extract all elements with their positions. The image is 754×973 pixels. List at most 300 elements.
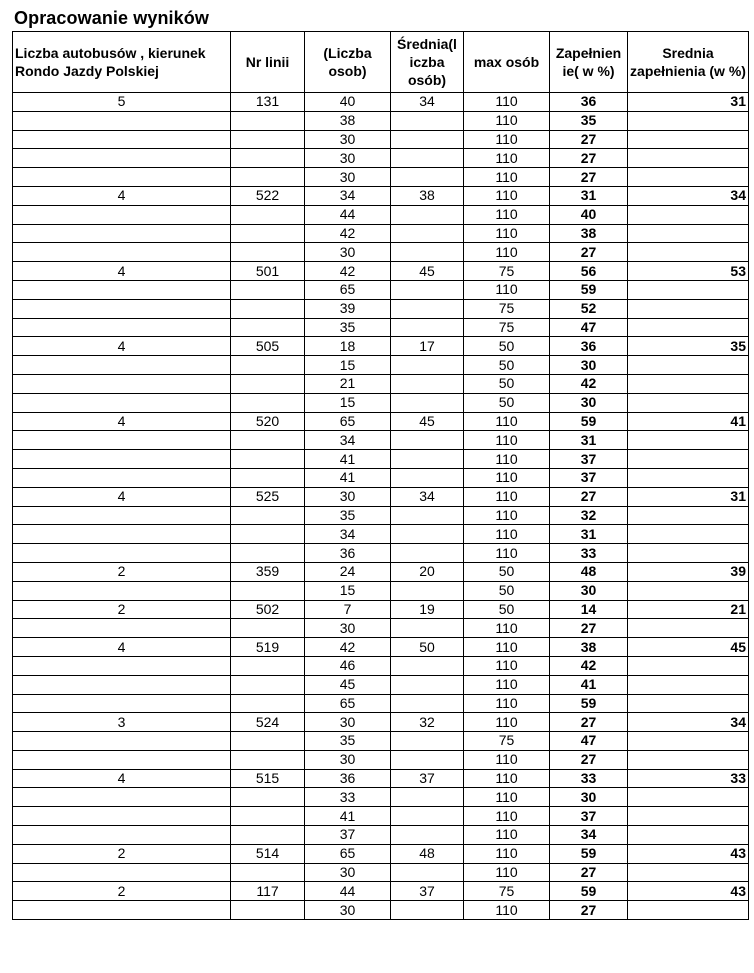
average-occupancy-cell bbox=[628, 863, 749, 882]
table-row bbox=[13, 149, 749, 168]
bus-count-cell bbox=[13, 318, 231, 337]
average-occupancy-cell: 31 bbox=[628, 487, 749, 506]
occupancy-cell: 30 bbox=[550, 581, 628, 600]
average-passengers-cell: 17 bbox=[391, 337, 464, 356]
max-passengers-cell: 110 bbox=[464, 807, 550, 826]
occupancy-cell: 48 bbox=[550, 562, 628, 581]
bus-count-cell bbox=[13, 205, 231, 224]
average-passengers-cell bbox=[391, 901, 464, 920]
table-row bbox=[13, 844, 749, 863]
max-passengers-cell: 110 bbox=[464, 468, 550, 487]
occupancy-cell: 31 bbox=[550, 431, 628, 450]
bus-count-cell bbox=[13, 807, 231, 826]
average-occupancy-cell bbox=[628, 243, 749, 262]
average-occupancy-cell: 39 bbox=[628, 562, 749, 581]
line-number-cell bbox=[231, 750, 305, 769]
table-row bbox=[13, 788, 749, 807]
average-passengers-cell bbox=[391, 374, 464, 393]
line-number-cell: 505 bbox=[231, 337, 305, 356]
average-passengers-cell: 32 bbox=[391, 713, 464, 732]
occupancy-cell: 37 bbox=[550, 468, 628, 487]
average-passengers-cell bbox=[391, 750, 464, 769]
table-row bbox=[13, 393, 749, 412]
table-row bbox=[13, 807, 749, 826]
table-row bbox=[13, 487, 749, 506]
table-row bbox=[13, 111, 749, 130]
line-number-cell bbox=[231, 243, 305, 262]
average-passengers-cell bbox=[391, 356, 464, 375]
line-number-cell: 502 bbox=[231, 600, 305, 619]
occupancy-cell: 31 bbox=[550, 186, 628, 205]
average-occupancy-cell: 53 bbox=[628, 262, 749, 281]
average-passengers-cell bbox=[391, 619, 464, 638]
max-passengers-cell: 110 bbox=[464, 93, 550, 112]
average-passengers-cell bbox=[391, 299, 464, 318]
line-number-cell bbox=[231, 826, 305, 845]
average-passengers-cell bbox=[391, 224, 464, 243]
header-line-number: Nr linii bbox=[231, 32, 305, 93]
line-number-cell bbox=[231, 694, 305, 713]
passenger-count-cell: 24 bbox=[305, 562, 391, 581]
passenger-count-cell: 34 bbox=[305, 431, 391, 450]
line-number-cell bbox=[231, 901, 305, 920]
occupancy-cell: 32 bbox=[550, 506, 628, 525]
average-passengers-cell: 34 bbox=[391, 487, 464, 506]
passenger-count-cell: 35 bbox=[305, 732, 391, 751]
header-occupancy: Zapełnien ie( w %) bbox=[550, 32, 628, 93]
bus-count-cell bbox=[13, 356, 231, 375]
passenger-count-cell: 40 bbox=[305, 93, 391, 112]
average-passengers-cell: 20 bbox=[391, 562, 464, 581]
average-occupancy-cell: 34 bbox=[628, 713, 749, 732]
bus-count-cell: 4 bbox=[13, 638, 231, 657]
table-row bbox=[13, 262, 749, 281]
average-occupancy-cell bbox=[628, 750, 749, 769]
line-number-cell bbox=[231, 468, 305, 487]
line-number-cell bbox=[231, 431, 305, 450]
average-occupancy-cell bbox=[628, 656, 749, 675]
passenger-count-cell: 30 bbox=[305, 487, 391, 506]
average-passengers-cell: 37 bbox=[391, 769, 464, 788]
bus-count-cell bbox=[13, 506, 231, 525]
passenger-count-cell: 30 bbox=[305, 713, 391, 732]
average-occupancy-cell bbox=[628, 807, 749, 826]
line-number-cell bbox=[231, 356, 305, 375]
passenger-count-cell: 44 bbox=[305, 882, 391, 901]
table-row bbox=[13, 675, 749, 694]
passenger-count-cell: 42 bbox=[305, 262, 391, 281]
header-passenger-count: (Liczba osob) bbox=[305, 32, 391, 93]
average-occupancy-cell bbox=[628, 149, 749, 168]
header-row bbox=[13, 32, 749, 93]
occupancy-cell: 27 bbox=[550, 863, 628, 882]
passenger-count-cell: 30 bbox=[305, 750, 391, 769]
line-number-cell bbox=[231, 149, 305, 168]
max-passengers-cell: 110 bbox=[464, 750, 550, 769]
bus-count-cell bbox=[13, 374, 231, 393]
max-passengers-cell: 110 bbox=[464, 243, 550, 262]
table-body bbox=[13, 93, 749, 920]
max-passengers-cell: 110 bbox=[464, 619, 550, 638]
max-passengers-cell: 110 bbox=[464, 450, 550, 469]
bus-count-cell: 4 bbox=[13, 186, 231, 205]
occupancy-cell: 47 bbox=[550, 732, 628, 751]
line-number-cell: 117 bbox=[231, 882, 305, 901]
bus-count-cell bbox=[13, 544, 231, 563]
average-occupancy-cell bbox=[628, 111, 749, 130]
average-passengers-cell bbox=[391, 656, 464, 675]
max-passengers-cell: 110 bbox=[464, 205, 550, 224]
max-passengers-cell: 50 bbox=[464, 562, 550, 581]
table-row bbox=[13, 468, 749, 487]
average-passengers-cell bbox=[391, 450, 464, 469]
occupancy-cell: 35 bbox=[550, 111, 628, 130]
passenger-count-cell: 30 bbox=[305, 168, 391, 187]
occupancy-cell: 56 bbox=[550, 262, 628, 281]
average-passengers-cell bbox=[391, 431, 464, 450]
passenger-count-cell: 41 bbox=[305, 807, 391, 826]
bus-count-cell: 2 bbox=[13, 844, 231, 863]
occupancy-cell: 40 bbox=[550, 205, 628, 224]
line-number-cell bbox=[231, 788, 305, 807]
max-passengers-cell: 110 bbox=[464, 506, 550, 525]
occupancy-cell: 47 bbox=[550, 318, 628, 337]
passenger-count-cell: 36 bbox=[305, 769, 391, 788]
occupancy-cell: 33 bbox=[550, 769, 628, 788]
passenger-count-cell: 39 bbox=[305, 299, 391, 318]
table-row bbox=[13, 600, 749, 619]
table-row bbox=[13, 205, 749, 224]
bus-count-cell bbox=[13, 581, 231, 600]
average-passengers-cell: 48 bbox=[391, 844, 464, 863]
passenger-count-cell: 42 bbox=[305, 224, 391, 243]
passenger-count-cell: 35 bbox=[305, 318, 391, 337]
occupancy-cell: 59 bbox=[550, 412, 628, 431]
bus-count-cell bbox=[13, 750, 231, 769]
line-number-cell bbox=[231, 732, 305, 751]
bus-count-cell bbox=[13, 525, 231, 544]
max-passengers-cell: 110 bbox=[464, 224, 550, 243]
occupancy-cell: 27 bbox=[550, 901, 628, 920]
bus-count-cell bbox=[13, 619, 231, 638]
average-occupancy-cell: 45 bbox=[628, 638, 749, 657]
occupancy-cell: 59 bbox=[550, 694, 628, 713]
line-number-cell bbox=[231, 224, 305, 243]
table-row bbox=[13, 769, 749, 788]
average-passengers-cell bbox=[391, 506, 464, 525]
occupancy-cell: 30 bbox=[550, 788, 628, 807]
passenger-count-cell: 15 bbox=[305, 581, 391, 600]
passenger-count-cell: 34 bbox=[305, 525, 391, 544]
average-occupancy-cell bbox=[628, 525, 749, 544]
header-average-occupancy: Srednia zapełnienia (w %) bbox=[628, 32, 749, 93]
bus-count-cell bbox=[13, 732, 231, 751]
max-passengers-cell: 50 bbox=[464, 374, 550, 393]
line-number-cell bbox=[231, 581, 305, 600]
bus-count-cell bbox=[13, 450, 231, 469]
line-number-cell bbox=[231, 619, 305, 638]
bus-count-cell bbox=[13, 826, 231, 845]
line-number-cell bbox=[231, 374, 305, 393]
average-passengers-cell bbox=[391, 111, 464, 130]
table-row bbox=[13, 280, 749, 299]
average-passengers-cell: 45 bbox=[391, 412, 464, 431]
occupancy-cell: 30 bbox=[550, 356, 628, 375]
table-row bbox=[13, 337, 749, 356]
average-occupancy-cell bbox=[628, 901, 749, 920]
max-passengers-cell: 110 bbox=[464, 186, 550, 205]
max-passengers-cell: 50 bbox=[464, 393, 550, 412]
average-passengers-cell bbox=[391, 694, 464, 713]
occupancy-cell: 34 bbox=[550, 826, 628, 845]
bus-count-cell bbox=[13, 130, 231, 149]
average-passengers-cell bbox=[391, 130, 464, 149]
max-passengers-cell: 50 bbox=[464, 356, 550, 375]
average-passengers-cell: 37 bbox=[391, 882, 464, 901]
passenger-count-cell: 30 bbox=[305, 619, 391, 638]
max-passengers-cell: 110 bbox=[464, 713, 550, 732]
line-number-cell bbox=[231, 393, 305, 412]
average-occupancy-cell bbox=[628, 374, 749, 393]
passenger-count-cell: 30 bbox=[305, 149, 391, 168]
average-occupancy-cell bbox=[628, 318, 749, 337]
line-number-cell bbox=[231, 807, 305, 826]
table-row bbox=[13, 694, 749, 713]
line-number-cell: 525 bbox=[231, 487, 305, 506]
max-passengers-cell: 110 bbox=[464, 844, 550, 863]
average-occupancy-cell: 21 bbox=[628, 600, 749, 619]
bus-count-cell: 2 bbox=[13, 600, 231, 619]
header-max-passengers: max osób bbox=[464, 32, 550, 93]
average-occupancy-cell bbox=[628, 450, 749, 469]
line-number-cell: 515 bbox=[231, 769, 305, 788]
bus-count-cell bbox=[13, 901, 231, 920]
bus-count-cell bbox=[13, 280, 231, 299]
occupancy-cell: 27 bbox=[550, 750, 628, 769]
passenger-count-cell: 35 bbox=[305, 506, 391, 525]
occupancy-cell: 42 bbox=[550, 374, 628, 393]
header-bus-count: Liczba autobusów , kierunek Rondo Jazdy Polskiej bbox=[13, 32, 231, 93]
line-number-cell bbox=[231, 506, 305, 525]
occupancy-cell: 33 bbox=[550, 544, 628, 563]
passenger-count-cell: 30 bbox=[305, 863, 391, 882]
max-passengers-cell: 75 bbox=[464, 882, 550, 901]
line-number-cell bbox=[231, 656, 305, 675]
passenger-count-cell: 45 bbox=[305, 675, 391, 694]
table-row bbox=[13, 713, 749, 732]
table-row bbox=[13, 656, 749, 675]
passenger-count-cell: 15 bbox=[305, 393, 391, 412]
average-passengers-cell: 50 bbox=[391, 638, 464, 657]
occupancy-cell: 38 bbox=[550, 638, 628, 657]
passenger-count-cell: 42 bbox=[305, 638, 391, 657]
passenger-count-cell: 18 bbox=[305, 337, 391, 356]
max-passengers-cell: 75 bbox=[464, 262, 550, 281]
average-occupancy-cell bbox=[628, 826, 749, 845]
average-passengers-cell bbox=[391, 544, 464, 563]
line-number-cell: 359 bbox=[231, 562, 305, 581]
passenger-count-cell: 7 bbox=[305, 600, 391, 619]
table-row bbox=[13, 562, 749, 581]
average-passengers-cell: 34 bbox=[391, 93, 464, 112]
average-occupancy-cell bbox=[628, 675, 749, 694]
occupancy-cell: 37 bbox=[550, 450, 628, 469]
passenger-count-cell: 36 bbox=[305, 544, 391, 563]
occupancy-cell: 38 bbox=[550, 224, 628, 243]
average-passengers-cell bbox=[391, 581, 464, 600]
average-passengers-cell: 38 bbox=[391, 186, 464, 205]
occupancy-cell: 27 bbox=[550, 149, 628, 168]
line-number-cell: 520 bbox=[231, 412, 305, 431]
passenger-count-cell: 34 bbox=[305, 186, 391, 205]
average-passengers-cell bbox=[391, 280, 464, 299]
occupancy-cell: 37 bbox=[550, 807, 628, 826]
bus-count-cell bbox=[13, 243, 231, 262]
table-row bbox=[13, 901, 749, 920]
table-row bbox=[13, 525, 749, 544]
average-passengers-cell bbox=[391, 205, 464, 224]
passenger-count-cell: 65 bbox=[305, 280, 391, 299]
line-number-cell bbox=[231, 205, 305, 224]
table-row bbox=[13, 356, 749, 375]
bus-count-cell: 4 bbox=[13, 412, 231, 431]
bus-count-cell bbox=[13, 788, 231, 807]
bus-count-cell: 3 bbox=[13, 713, 231, 732]
average-passengers-cell bbox=[391, 732, 464, 751]
max-passengers-cell: 75 bbox=[464, 732, 550, 751]
bus-count-cell bbox=[13, 675, 231, 694]
occupancy-cell: 14 bbox=[550, 600, 628, 619]
table-row bbox=[13, 224, 749, 243]
table-row bbox=[13, 431, 749, 450]
table-row bbox=[13, 93, 749, 112]
max-passengers-cell: 50 bbox=[464, 600, 550, 619]
average-occupancy-cell: 31 bbox=[628, 93, 749, 112]
line-number-cell bbox=[231, 675, 305, 694]
max-passengers-cell: 110 bbox=[464, 694, 550, 713]
bus-count-cell bbox=[13, 431, 231, 450]
average-occupancy-cell bbox=[628, 581, 749, 600]
max-passengers-cell: 110 bbox=[464, 544, 550, 563]
bus-count-cell bbox=[13, 468, 231, 487]
average-occupancy-cell bbox=[628, 732, 749, 751]
table-row bbox=[13, 638, 749, 657]
occupancy-cell: 59 bbox=[550, 844, 628, 863]
table-row bbox=[13, 374, 749, 393]
bus-count-cell bbox=[13, 393, 231, 412]
occupancy-cell: 36 bbox=[550, 93, 628, 112]
average-occupancy-cell: 33 bbox=[628, 769, 749, 788]
table-row bbox=[13, 412, 749, 431]
line-number-cell bbox=[231, 111, 305, 130]
bus-count-cell: 5 bbox=[13, 93, 231, 112]
average-occupancy-cell bbox=[628, 788, 749, 807]
table-row bbox=[13, 186, 749, 205]
max-passengers-cell: 110 bbox=[464, 487, 550, 506]
average-occupancy-cell bbox=[628, 468, 749, 487]
line-number-cell bbox=[231, 450, 305, 469]
line-number-cell bbox=[231, 863, 305, 882]
average-occupancy-cell bbox=[628, 356, 749, 375]
average-passengers-cell: 19 bbox=[391, 600, 464, 619]
bus-count-cell bbox=[13, 656, 231, 675]
table-row bbox=[13, 318, 749, 337]
bus-count-cell bbox=[13, 168, 231, 187]
bus-count-cell bbox=[13, 111, 231, 130]
max-passengers-cell: 110 bbox=[464, 826, 550, 845]
occupancy-cell: 59 bbox=[550, 882, 628, 901]
max-passengers-cell: 110 bbox=[464, 863, 550, 882]
table-row bbox=[13, 581, 749, 600]
table-row bbox=[13, 544, 749, 563]
table-row bbox=[13, 168, 749, 187]
average-passengers-cell bbox=[391, 807, 464, 826]
max-passengers-cell: 110 bbox=[464, 901, 550, 920]
passenger-count-cell: 41 bbox=[305, 468, 391, 487]
average-occupancy-cell bbox=[628, 694, 749, 713]
occupancy-cell: 27 bbox=[550, 130, 628, 149]
table-row bbox=[13, 243, 749, 262]
average-passengers-cell bbox=[391, 525, 464, 544]
average-passengers-cell bbox=[391, 168, 464, 187]
max-passengers-cell: 110 bbox=[464, 769, 550, 788]
table-row bbox=[13, 732, 749, 751]
passenger-count-cell: 30 bbox=[305, 901, 391, 920]
average-occupancy-cell bbox=[628, 431, 749, 450]
average-occupancy-cell: 41 bbox=[628, 412, 749, 431]
passenger-count-cell: 38 bbox=[305, 111, 391, 130]
occupancy-cell: 27 bbox=[550, 713, 628, 732]
line-number-cell: 519 bbox=[231, 638, 305, 657]
bus-count-cell bbox=[13, 694, 231, 713]
max-passengers-cell: 110 bbox=[464, 412, 550, 431]
line-number-cell bbox=[231, 544, 305, 563]
passenger-count-cell: 65 bbox=[305, 694, 391, 713]
average-passengers-cell bbox=[391, 149, 464, 168]
table-row bbox=[13, 826, 749, 845]
occupancy-cell: 59 bbox=[550, 280, 628, 299]
max-passengers-cell: 110 bbox=[464, 525, 550, 544]
bus-count-cell: 2 bbox=[13, 562, 231, 581]
average-passengers-cell: 45 bbox=[391, 262, 464, 281]
occupancy-cell: 36 bbox=[550, 337, 628, 356]
average-passengers-cell bbox=[391, 826, 464, 845]
max-passengers-cell: 75 bbox=[464, 318, 550, 337]
bus-count-cell bbox=[13, 863, 231, 882]
average-occupancy-cell bbox=[628, 506, 749, 525]
bus-count-cell bbox=[13, 299, 231, 318]
occupancy-cell: 27 bbox=[550, 619, 628, 638]
max-passengers-cell: 110 bbox=[464, 111, 550, 130]
average-occupancy-cell bbox=[628, 619, 749, 638]
average-passengers-cell bbox=[391, 788, 464, 807]
average-occupancy-cell bbox=[628, 280, 749, 299]
average-passengers-cell bbox=[391, 393, 464, 412]
table-row bbox=[13, 882, 749, 901]
max-passengers-cell: 110 bbox=[464, 280, 550, 299]
passenger-count-cell: 46 bbox=[305, 656, 391, 675]
passenger-count-cell: 15 bbox=[305, 356, 391, 375]
average-occupancy-cell bbox=[628, 224, 749, 243]
line-number-cell: 522 bbox=[231, 186, 305, 205]
passenger-count-cell: 65 bbox=[305, 412, 391, 431]
passenger-count-cell: 30 bbox=[305, 243, 391, 262]
line-number-cell: 131 bbox=[231, 93, 305, 112]
occupancy-cell: 30 bbox=[550, 393, 628, 412]
bus-count-cell bbox=[13, 149, 231, 168]
average-occupancy-cell bbox=[628, 168, 749, 187]
table-row bbox=[13, 863, 749, 882]
